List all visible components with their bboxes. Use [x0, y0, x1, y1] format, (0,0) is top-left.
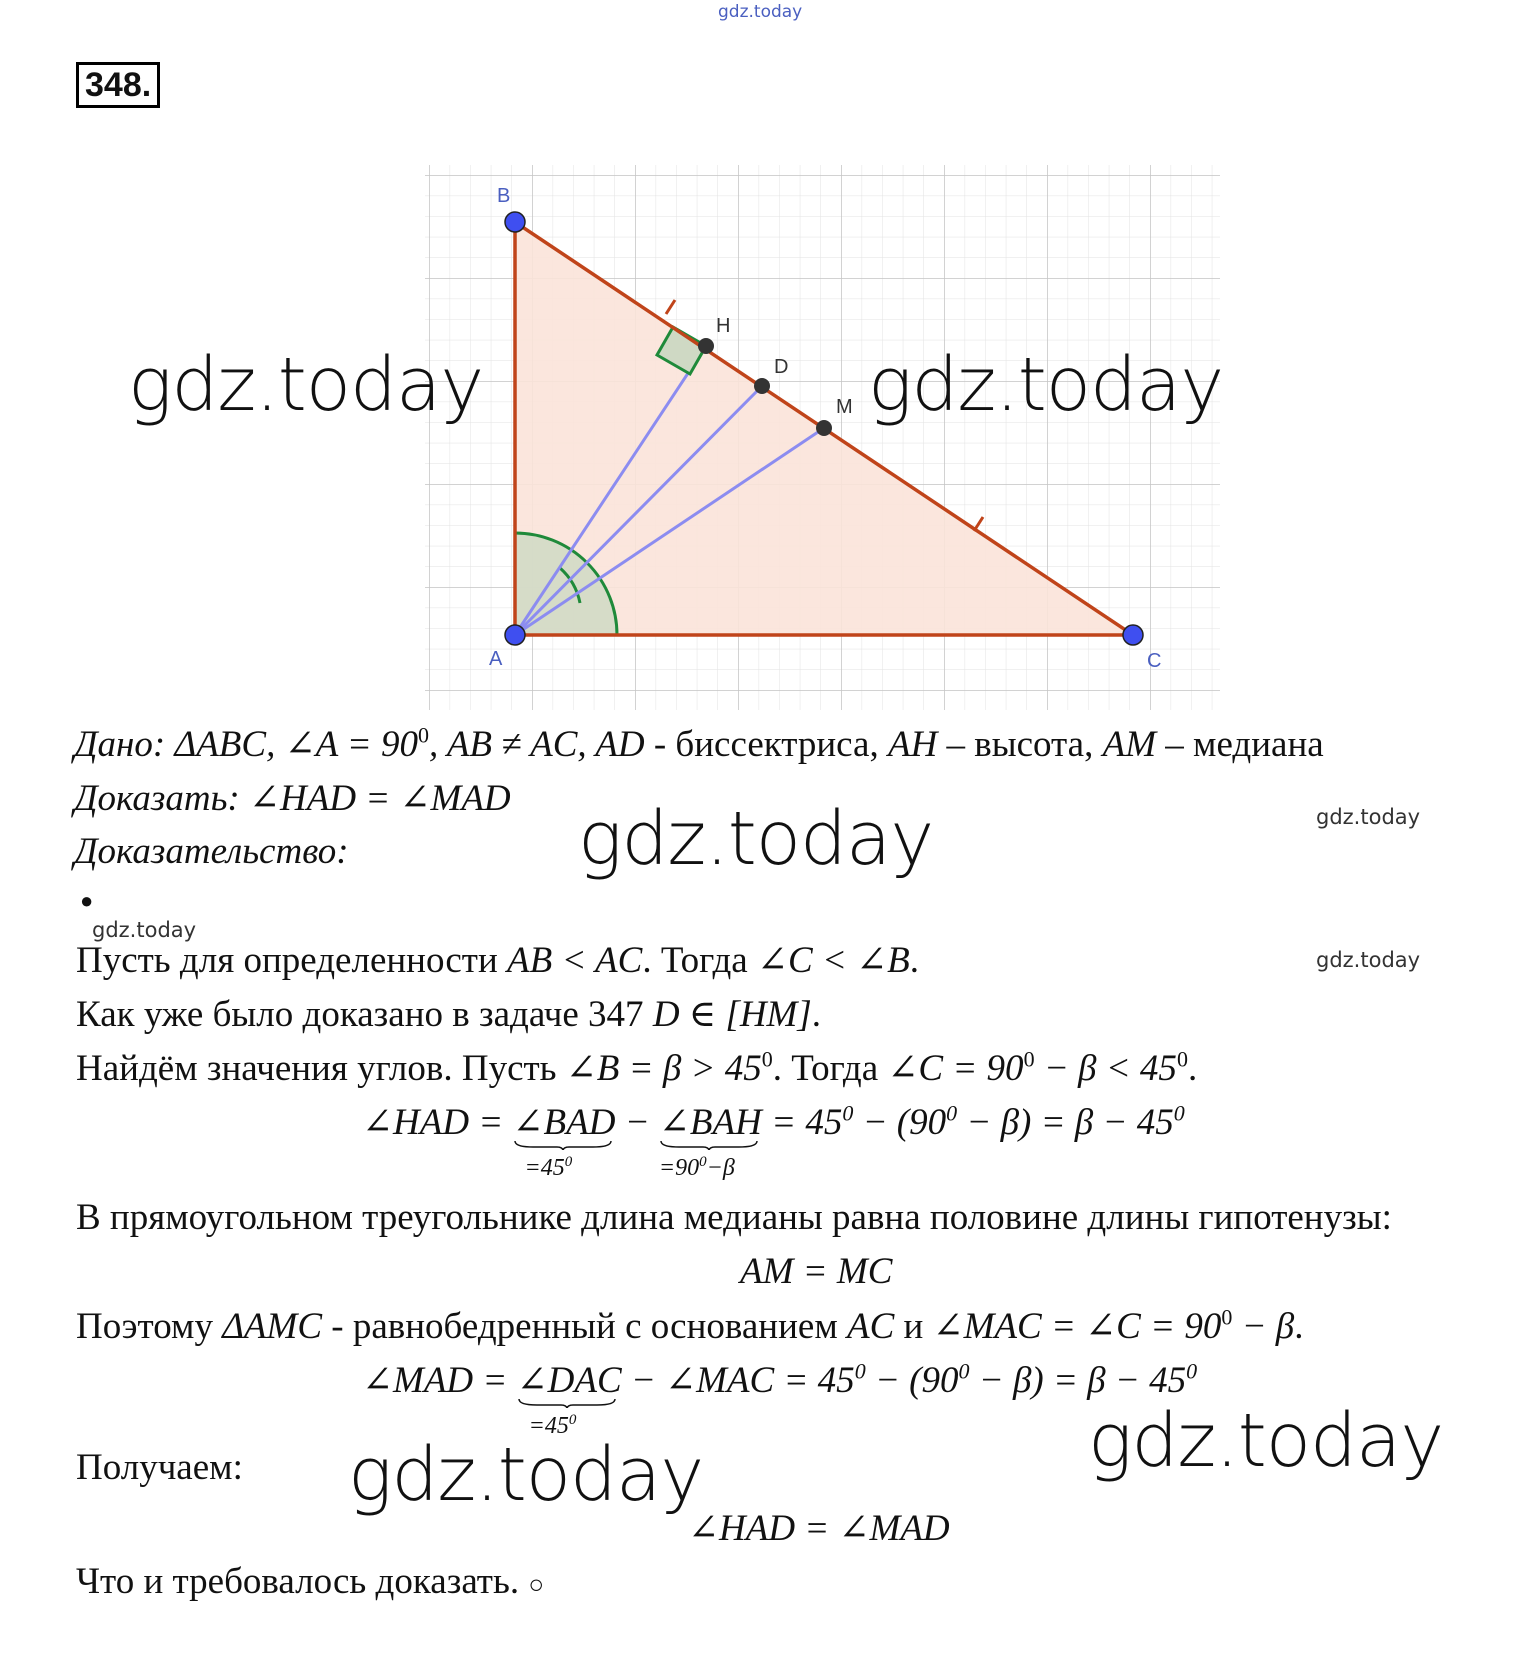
prove-colon: :	[227, 778, 249, 819]
equation-4: ∠HAD = ∠MAD	[688, 1508, 950, 1549]
label-a: A	[489, 648, 503, 670]
l1-math-2: ∠C < ∠B	[756, 940, 910, 981]
l2-math: D ∈ [HM]	[652, 994, 812, 1035]
l5-math-3: ∠MAC = ∠C = 90	[932, 1306, 1222, 1347]
eq1-lhs: ∠HAD =	[362, 1102, 513, 1143]
proof-colon: :	[336, 831, 349, 872]
l3-math-2: ∠C = 90	[887, 1048, 1024, 1089]
prove-statement: ∠HAD = ∠MAD	[249, 778, 511, 819]
deg-10: 0	[1221, 1304, 1233, 1330]
eq1-rhs: = 45	[761, 1102, 843, 1143]
proof-label: Доказательство	[74, 831, 337, 872]
eq1-bah: ∠BAH	[658, 1102, 762, 1143]
eq1-bah-sub: =90	[658, 1155, 700, 1181]
proof-line	[74, 830, 349, 873]
equation-3	[362, 1358, 1198, 1439]
l7-text: Что и требовалось доказать.	[76, 1561, 529, 1602]
eq1-bad-sub: =45	[524, 1155, 565, 1181]
proof-line-2	[76, 992, 821, 1036]
l5-period: .	[1294, 1306, 1304, 1347]
eq1-bad-group	[512, 1100, 616, 1181]
eq1-bad: ∠BAD	[512, 1102, 616, 1143]
given-triangle: : ΔABC, ∠A = 90	[152, 724, 418, 765]
watermark-big-3: gdz.today	[578, 796, 934, 882]
proof-line-7	[76, 1560, 544, 1603]
proof-line-6: Получаем:	[76, 1447, 243, 1488]
eq3-dac-sub: =45	[528, 1413, 569, 1439]
given-ah: AH	[887, 724, 938, 765]
eq1-bah-sub2: −β	[706, 1155, 735, 1181]
point-a	[505, 625, 525, 645]
eq3-dac: ∠DAC	[516, 1360, 622, 1401]
l5-text-3: и	[894, 1306, 933, 1347]
l3-period: .	[1187, 1048, 1198, 1089]
deg-9: 0	[1173, 1100, 1185, 1126]
qed-symbol: ○	[528, 1570, 545, 1599]
given-ad: , AB ≠ AC, AD	[428, 724, 645, 765]
label-h: H	[716, 315, 731, 337]
brace-1	[513, 1140, 613, 1150]
l1-text-2: . Тогда	[642, 940, 757, 981]
label-m: M	[836, 396, 853, 418]
prove-label: Доказать	[74, 778, 228, 819]
eq1-rhs3: − β) = β − 45	[957, 1102, 1174, 1143]
given-line	[74, 722, 1324, 766]
proof-line-4: В прямоугольном треугольнике длина медианы равна половине длины гипотенузы:	[76, 1197, 1392, 1238]
l2-period: .	[811, 994, 822, 1035]
given-label: Дано	[74, 724, 153, 765]
brace-2	[659, 1140, 759, 1150]
eq3-dac-group	[516, 1358, 622, 1439]
watermark-small-2: gdz.today	[92, 918, 197, 942]
point-m	[816, 420, 832, 436]
watermark-small-1: gdz.today	[1316, 805, 1421, 829]
watermark-big-5: gdz.today	[348, 1432, 704, 1518]
label-b: B	[497, 185, 511, 207]
deg-11: 0	[568, 1412, 577, 1428]
deg-5: 0	[564, 1154, 573, 1170]
eq1-rhs2: − (90	[853, 1102, 947, 1143]
deg-7: 0	[842, 1100, 854, 1126]
deg-14: 0	[1186, 1358, 1198, 1384]
l5-math-4: − β	[1232, 1306, 1295, 1347]
watermark-big-2: gdz.today	[868, 342, 1224, 428]
proof-line-1	[76, 938, 919, 982]
eq1-bah-group	[658, 1100, 762, 1181]
problem-number: 348.	[76, 62, 160, 108]
l3-text-2: . Тогда	[772, 1048, 888, 1089]
deg-6: 0	[699, 1154, 707, 1170]
l3-math-1: ∠B = β > 45	[565, 1048, 762, 1089]
watermark-top: gdz.today	[718, 2, 803, 22]
label-c: C	[1147, 650, 1162, 672]
equation-2: AM = MC	[740, 1251, 893, 1292]
given-am: AM	[1102, 724, 1157, 765]
proof-line-5	[76, 1304, 1303, 1348]
l3-text: Найдём значения углов. Пусть	[76, 1048, 566, 1089]
watermark-small-3: gdz.today	[1316, 948, 1421, 972]
proof-line-3	[76, 1046, 1197, 1090]
brace-3	[517, 1398, 617, 1408]
point-c	[1123, 625, 1143, 645]
prove-line	[74, 776, 511, 820]
l5-math-1: ΔAMC	[222, 1306, 323, 1347]
point-b	[505, 212, 525, 232]
label-d: D	[774, 356, 789, 378]
eq3-lhs: ∠MAD =	[362, 1360, 517, 1401]
l5-text-2: - равнобедренный с основанием	[322, 1306, 847, 1347]
l1-period: .	[909, 940, 919, 981]
eq3-rest: − ∠MAC = 45	[621, 1360, 855, 1401]
triangle-figure	[425, 165, 1220, 710]
equation-1	[362, 1100, 1185, 1181]
deg-8: 0	[946, 1100, 958, 1126]
l1-text: Пусть для определенности	[76, 940, 508, 981]
l5-text: Поэтому	[76, 1306, 223, 1347]
watermark-big-1: gdz.today	[128, 342, 484, 428]
given-height: – высота,	[937, 724, 1103, 765]
watermark-big-4: gdz.today	[1088, 1398, 1444, 1484]
given-median: – медиана	[1156, 724, 1324, 765]
eq3-rest3: − β) = β − 45	[969, 1360, 1187, 1401]
l5-math-2: AC	[847, 1306, 895, 1347]
l2-text: Как уже было доказано в задаче 347	[76, 994, 653, 1035]
deg-2: 0	[761, 1046, 773, 1072]
deg-1: 0	[417, 722, 429, 748]
eq3-rest2: − (90	[865, 1360, 959, 1401]
l3-math-3: − β < 45	[1034, 1048, 1177, 1089]
deg-12: 0	[854, 1358, 866, 1384]
point-d	[754, 378, 770, 394]
l1-math-1: AB < AC	[507, 940, 643, 981]
eq1-minus: −	[615, 1102, 659, 1143]
deg-4: 0	[1176, 1046, 1188, 1072]
given-bisector: - биссектриса,	[644, 724, 888, 765]
point-h	[698, 338, 714, 354]
deg-13: 0	[958, 1358, 970, 1384]
bullet: ●	[80, 888, 94, 913]
deg-3: 0	[1023, 1046, 1035, 1072]
